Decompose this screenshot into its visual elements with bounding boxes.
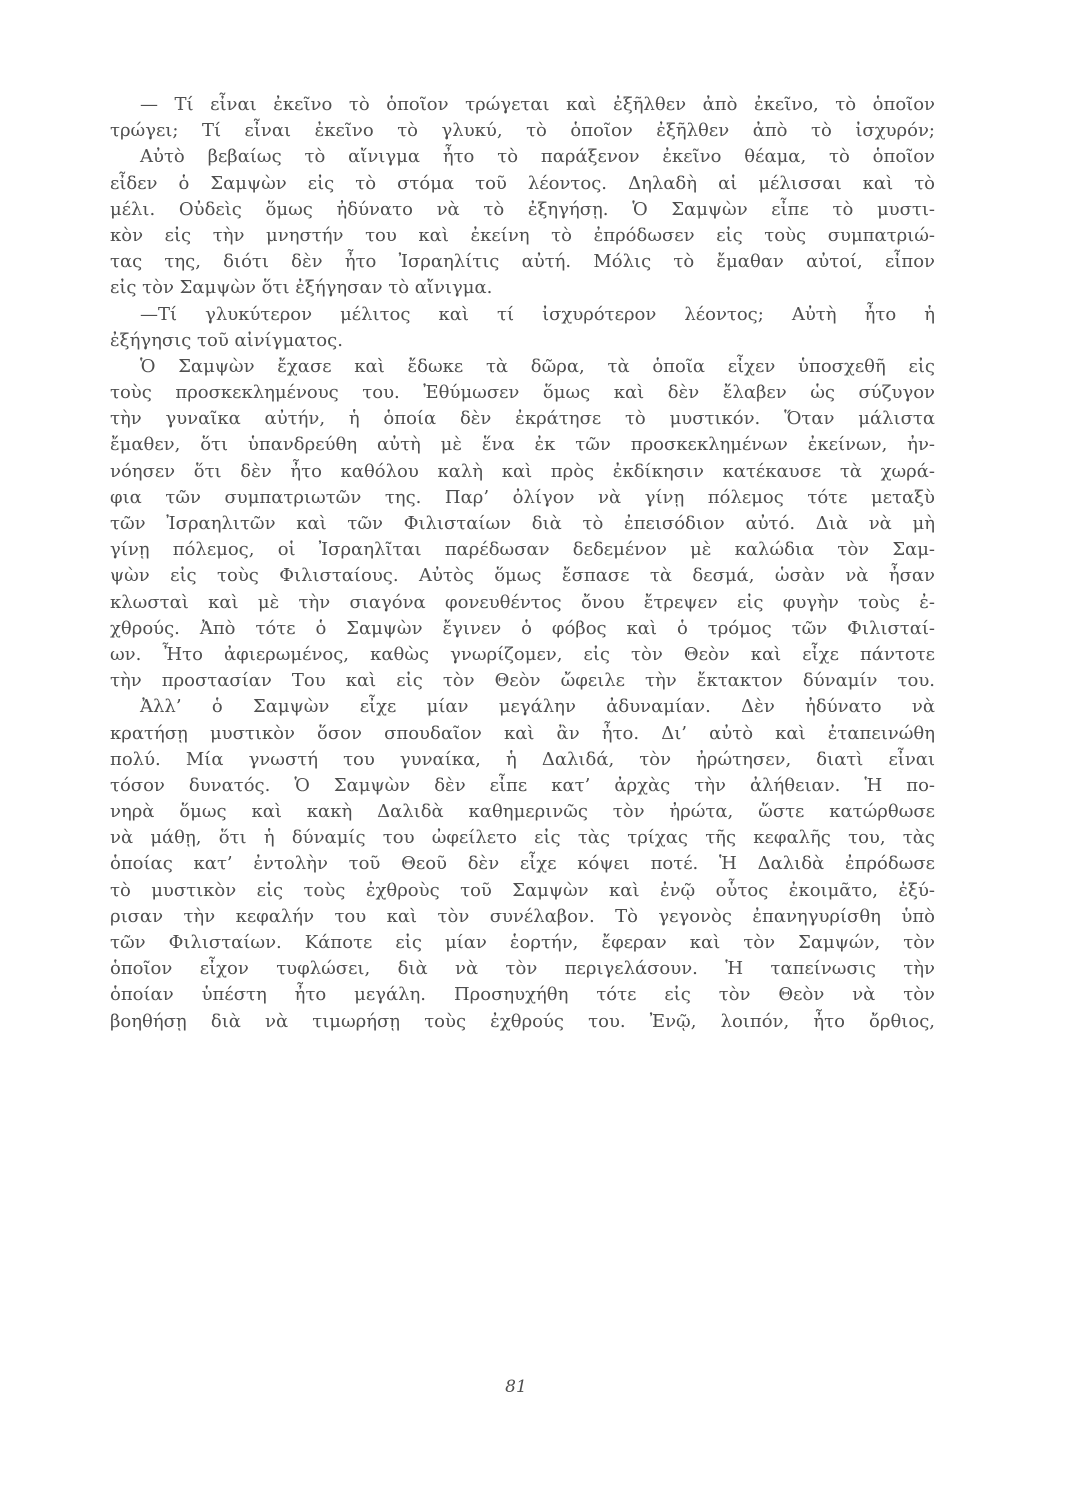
text-line: τὴν προστασίαν Του καὶ εἰς τὸν Θεὸν ὤφειλε τὴν ἔκτακτον δύναμίν του.	[110, 670, 935, 692]
page-number: 81	[505, 1377, 527, 1397]
text-line: τῶν Ἰσραηλιτῶν καὶ τῶν Φιλισταίων διὰ τὸ ἐπεισόδιον αὐτό. Διὰ νὰ μὴ	[110, 513, 935, 534]
text-line: ἐξήγησις τοῦ αἰνίγματος.	[110, 329, 343, 351]
body-text	[110, 92, 935, 1035]
text-line: βοηθήσῃ διὰ νὰ τιμωρήσῃ τοὺς ἐχθρούς του. Ἐνῷ, λοιπόν, ἦτο ὄρθιος,	[110, 1010, 935, 1032]
text-line: —Τί γλυκύτερον μέλιτος καὶ τί ἰσχυρότερον λέοντος; Αὐτὴ ἦτο ἡ	[140, 303, 935, 325]
text-line: ψὼν εἰς τοὺς Φιλισταίους. Αὐτὸς ὅμως ἔσπασε τὰ δεσμά, ὡσὰν νὰ ἦσαν	[110, 565, 935, 587]
text-line: τρώγει; Τί εἶναι ἐκεῖνο τὸ γλυκύ, τὸ ὁποῖον ἐξῆλθεν ἀπὸ τὸ ἰσχυρόν;	[110, 120, 935, 142]
text-line: νὰ μάθῃ, ὅτι ἡ δύναμίς του ὠφείλετο εἰς τὰς τρίχας τῆς κεφαλῆς του, τὰς	[110, 827, 935, 849]
text-line: ρισαν τὴν κεφαλήν του καὶ τὸν συνέλαβον. Τὸ γεγονὸς ἐπανηγυρίσθη ὑπὸ	[110, 905, 935, 927]
text-line: τοὺς προσκεκλημένους του. Ἐθύμωσεν ὅμως καὶ δὲν ἔλαβεν ὡς σύζυγον	[110, 382, 935, 404]
text-line: ὁποίαν ὑπέστη ἦτο μεγάλη. Προσηυχήθη τότε εἰς τὸν Θεὸν νὰ τὸν	[110, 984, 935, 1006]
text-line: κρατήσῃ μυστικὸν ὅσον σπουδαῖον καὶ ἂν ἦτο. Δι’ αὐτὸ καὶ ἐταπεινώθη	[110, 722, 935, 744]
text-line: γίνῃ πόλεμος, οἱ Ἰσραηλῖται παρέδωσαν δεδεμένον μὲ καλώδια τὸν Σαμ-	[110, 539, 935, 561]
text-line: εἶδεν ὁ Σαμψὼν εἰς τὸ στόμα τοῦ λέοντος. Δηλαδὴ αἱ μέλισσαι καὶ τὸ	[110, 172, 935, 194]
text-line: Αὐτὸ βεβαίως τὸ αἴνιγμα ἦτο τὸ παράξενον ἐκεῖνο θέαμα, τὸ ὁποῖον	[140, 146, 935, 168]
text-line: νηρὰ ὅμως καὶ κακὴ Δαλιδὰ καθημερινῶς τὸν ἠρώτα, ὥστε κατώρθωσε	[110, 801, 935, 823]
text-line: ὁποίας κατ’ ἐντολὴν τοῦ Θεοῦ δὲν εἶχε κόψει ποτέ. Ἡ Δαλιδὰ ἐπρόδωσε	[110, 853, 935, 875]
text-line: νόησεν ὅτι δὲν ἦτο καθόλου καλὴ καὶ πρὸς ἐκδίκησιν κατέκαυσε τὰ χωρά-	[110, 460, 935, 482]
text-line: ων. Ἦτο ἀφιερωμένος, καθὼς γνωρίζομεν, εἰς τὸν Θεὸν καὶ εἶχε πάντοτε	[110, 643, 935, 665]
text-line: τας της, διότι δὲν ἦτο Ἰσραηλίτις αὐτή. Μόλις τὸ ἔμαθαν αὐτοί, εἶπον	[110, 251, 935, 273]
paragraph-riddle-answer	[110, 302, 935, 354]
text-line: φια τῶν συμπατριωτῶν της. Παρ’ ὀλίγον νὰ γίνῃ πόλεμος τότε μεταξὺ	[110, 486, 935, 508]
text-line: τὸ μυστικὸν εἰς τοὺς ἐχθροὺς τοῦ Σαμψὼν καὶ ἐνῷ οὗτος ἐκοιμᾶτο, ἐξύ-	[110, 879, 935, 901]
text-line: μέλι. Οὐδεὶς ὅμως ἠδύνατο νὰ τὸ ἐξηγήσῃ. Ὁ Σαμψὼν εἶπε τὸ μυστι-	[110, 198, 935, 220]
paragraph-samson-weakness	[110, 694, 935, 1034]
text-line: Ἀλλ’ ὁ Σαμψὼν εἶχε μίαν μεγάλην ἀδυναμίαν. Δὲν ἠδύνατο νὰ	[140, 696, 935, 718]
text-line: τὴν γυναῖκα αὐτήν, ἡ ὁποία δὲν ἐκράτησε τὸ μυστικόν. Ὅταν μάλιστα	[110, 408, 935, 430]
text-line: τῶν Φιλισταίων. Κάποτε εἰς μίαν ἑορτήν, ἔφεραν καὶ τὸν Σαμψών, τὸν	[110, 932, 935, 953]
text-line: κλωσταὶ καὶ μὲ τὴν σιαγόνα φονευθέντος ὄνου ἔτρεψεν εἰς φυγὴν τοὺς ἐ-	[110, 591, 935, 613]
text-line: πολύ. Μία γνωστή του γυναίκα, ἡ Δαλιδά, τὸν ἠρώτησεν, διατὶ εἶναι	[110, 748, 935, 770]
paragraph-riddle-explanation	[110, 144, 935, 301]
text-line: κὸν εἰς τὴν μνηστήν του καὶ ἐκείνη τὸ ἐπρόδωσεν εἰς τοὺς συμπατριώ-	[110, 224, 935, 246]
text-line: ὁποῖον εἶχον τυφλώσει, διὰ νὰ τὸν περιγελάσουν. Ἡ ταπείνωσις τὴν	[110, 958, 935, 980]
text-line: χθρούς. Ἀπὸ τότε ὁ Σαμψὼν ἔγινεν ὁ φόβος καὶ ὁ τρόμος τῶν Φιλισταί-	[110, 617, 935, 639]
text-line: εἰς τὸν Σαμψὼν ὅτι ἐξήγησαν τὸ αἴνιγμα.	[110, 277, 493, 299]
text-line: Ὁ Σαμψὼν ἔχασε καὶ ἔδωκε τὰ δῶρα, τὰ ὁποῖα εἶχεν ὑποσχεθῆ εἰς	[140, 355, 935, 377]
text-line: τόσον δυνατός. Ὁ Σαμψὼν δὲν εἶπε κατ’ ἀρχὰς τὴν ἀλήθειαν. Ἡ πο-	[110, 774, 935, 796]
text-line: — Τί εἶναι ἐκεῖνο τὸ ὁποῖον τρώγεται καὶ ἐξῆλθεν ἀπὸ ἐκεῖνο, τὸ ὁποῖον	[140, 94, 935, 115]
paragraph-riddle-question	[110, 92, 935, 144]
text-line: ἔμαθεν, ὅτι ὑπανδρεύθη αὐτὴ μὲ ἕνα ἐκ τῶν προσκεκλημένων ἐκείνων, ἠν-	[110, 434, 935, 456]
paragraph-samson-strength	[110, 354, 935, 694]
